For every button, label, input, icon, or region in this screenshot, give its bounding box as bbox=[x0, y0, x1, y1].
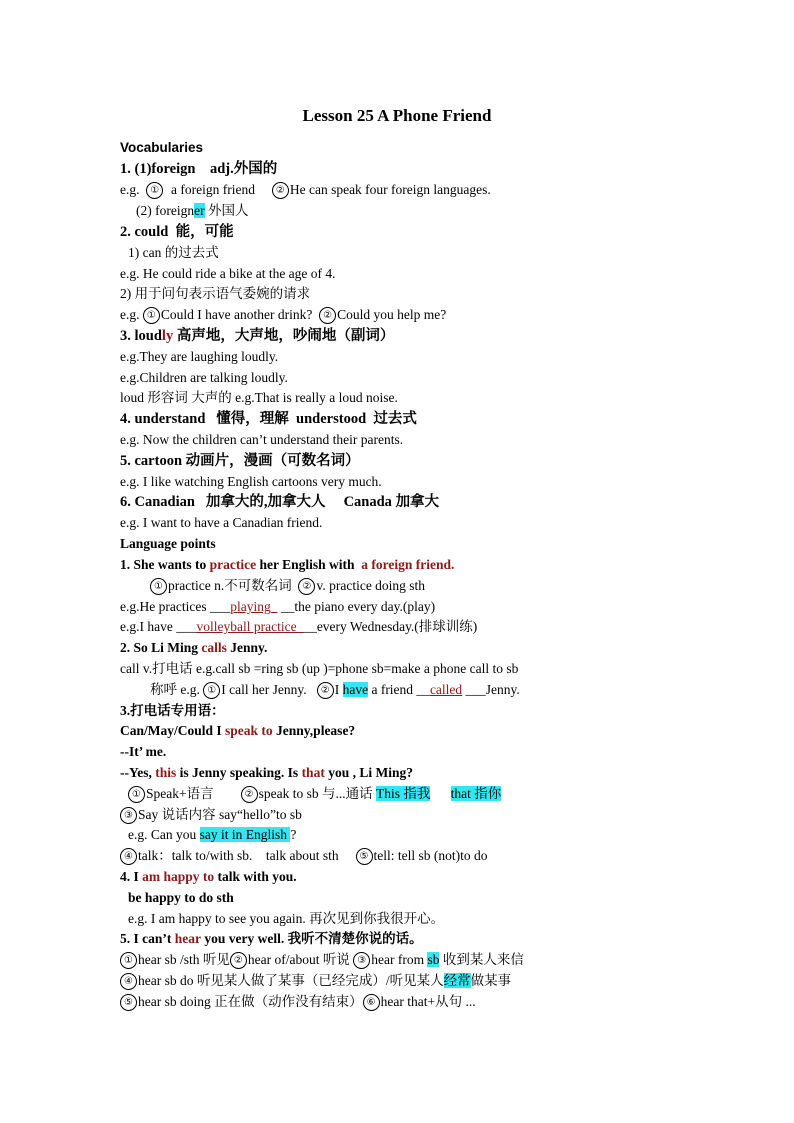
vocab-6-canadian: 6. Canadian 加拿大的,加拿大人 Canada 加拿大 bbox=[120, 494, 440, 510]
vocab-2-example-1: e.g. He could ride a bike at the age of 4. bbox=[120, 266, 336, 281]
section-heading-language-points: Language points bbox=[120, 536, 216, 551]
vocab-1-foreign: 1. (1)foreign adj.外国的 bbox=[120, 161, 278, 177]
vocab-3-example-1: e.g.They are laughing loudly. bbox=[120, 349, 279, 364]
point-5-note-3: ⑤ hear sb doing 正在做（动作没有结束） ⑥ hear that+从句 ... bbox=[120, 992, 476, 1012]
point-3-dialog-3: --Yes, this is Jenny speaking. Is that you , Li Ming? bbox=[120, 765, 413, 780]
section-heading-vocabularies: Vocabularies bbox=[120, 140, 204, 155]
vocab-5-example: e.g. I like watching English cartoons very much. bbox=[120, 474, 382, 489]
vocab-5-cartoon: 5. cartoon 动画片，漫画（可数名词） bbox=[120, 453, 360, 469]
point-3-dialog-1: Can/May/Could I speak to Jenny,please? bbox=[120, 723, 356, 738]
point-5-note-1: ① hear sb /sth 听见 ② hear of/about 听说 ③ hear from sb 收到某人来信 bbox=[120, 950, 524, 970]
point-3-note-2-example: e.g. Can you say it in English ? bbox=[128, 827, 297, 842]
point-3-note-1: ① Speak+语言 ② speak to sb 与...通话 This 指我 that 指你 bbox=[128, 784, 501, 804]
point-3-note-2: ③ Say 说话内容 say“hello”to sb bbox=[120, 805, 302, 825]
page-title: Lesson 25 A Phone Friend bbox=[302, 106, 492, 125]
point-1-notes: ① practice n.不可数名词 ② v. practice doing sth bbox=[150, 576, 425, 596]
point-2-sentence: 2. So Li Ming calls Jenny. bbox=[120, 640, 268, 655]
vocab-6-example: e.g. I want to have a Canadian friend. bbox=[120, 515, 323, 530]
vocab-4-understand: 4. understand 懂得，理解 understood 过去式 bbox=[120, 411, 417, 427]
vocab-3-loud: loud 形容词 大声的 e.g.That is really a loud noise. bbox=[120, 390, 398, 405]
vocab-3-loudly: 3. loudly 高声地，大声地，吵闹地（副词） bbox=[120, 328, 395, 344]
point-2-call-usage: call v.打电话 e.g.call sb =ring sb (up )=phone sb=make a phone call to sb bbox=[120, 661, 519, 676]
vocab-2-sense-1: 1) can 的过去式 bbox=[128, 245, 219, 260]
vocab-4-example: e.g. Now the children can’t understand their parents. bbox=[120, 432, 404, 447]
point-1-exercise-2: e.g.I have ___volleyball practice___every Wednesday.(排球训练) bbox=[120, 619, 478, 634]
point-3-dialog-2: --It’ me. bbox=[120, 744, 167, 759]
point-4-sentence: 4. I am happy to talk with you. bbox=[120, 869, 297, 884]
point-2-call-examples: 称呼 e.g. ① I call her Jenny. ② I have a friend __called ___Jenny. bbox=[150, 680, 520, 700]
point-4-example: e.g. I am happy to see you again. 再次见到你我很开心。 bbox=[128, 911, 445, 926]
point-1-exercise-1: e.g.He practices ___playing_ __the piano every day.(play) bbox=[120, 599, 436, 614]
vocab-2-example-2: e.g. ① Could I have another drink? ② Could you help me? bbox=[120, 305, 446, 325]
point-5-note-2: ④ hear sb do 听见某人做了某事（已经完成）/听见某人经常做某事 bbox=[120, 971, 511, 991]
vocab-2-sense-2: 2) 用于问句表示语气委婉的请求 bbox=[120, 286, 311, 301]
vocab-3-example-2: e.g.Children are talking loudly. bbox=[120, 370, 288, 385]
point-3-note-3: ④ talk：talk to/with sb. talk about sth ⑤ tell: tell sb (not)to do bbox=[120, 846, 488, 866]
vocab-1-foreigner: (2) foreigner 外国人 bbox=[136, 203, 249, 218]
vocab-2-could: 2. could 能，可能 bbox=[120, 224, 234, 240]
vocab-1-example: e.g. ① a foreign friend ② He can speak four foreign languages. bbox=[120, 180, 491, 200]
point-5-sentence: 5. I can’t hear you very well. 我听不清楚你说的话。 bbox=[120, 931, 423, 946]
point-1-sentence: 1. She wants to practice her English with a foreign friend. bbox=[120, 557, 455, 572]
point-3-heading: 3.打电话专用语： bbox=[120, 703, 225, 718]
point-4-pattern: be happy to do sth bbox=[128, 890, 234, 905]
